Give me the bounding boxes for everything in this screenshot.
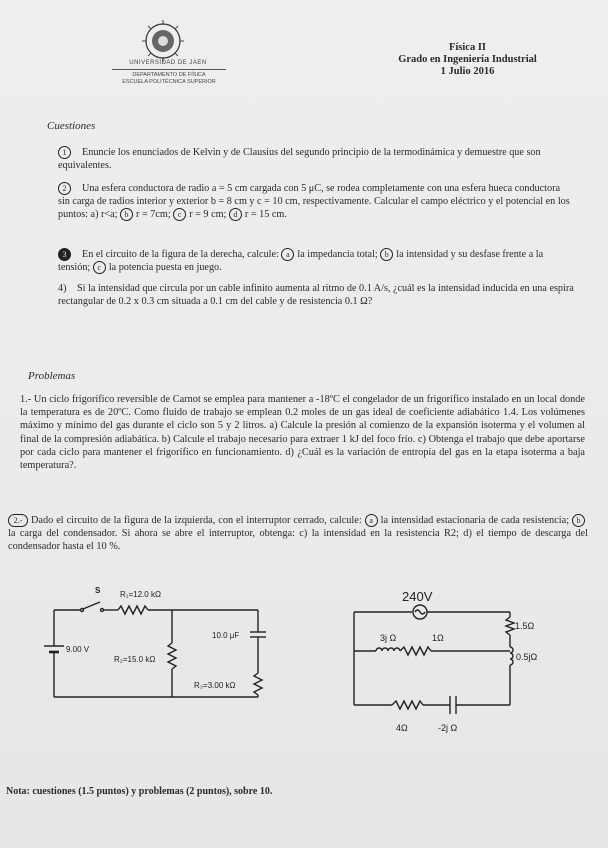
part-text: r = 9 cm;: [189, 209, 227, 220]
r3-label: R₃=3.00 kΩ: [194, 681, 236, 690]
exam-date: 1 Julio 2016: [440, 66, 495, 77]
question-text: En el circuito de la figura de la derecha, calcule:: [82, 249, 279, 260]
switch-label: S: [95, 586, 101, 595]
part-label: c: [173, 208, 186, 221]
problem-2: [8, 514, 588, 554]
capacitor-label: 10.0 μF: [212, 631, 240, 640]
question-3: [58, 248, 573, 274]
school-name: ESCUELA POLITÉCNICA SUPERIOR: [122, 79, 216, 85]
r1-label: R₁=12.0 kΩ: [120, 590, 161, 599]
question-number: 3: [58, 248, 71, 261]
part-text: r = 7cm;: [136, 209, 171, 220]
dc-circuit-diagram: [40, 580, 290, 705]
problem-1: 1.- Un ciclo frigorífico reversible de Carnot se emplea para mantener a -18ºC el congelador de un frigorífico instalado en un local donde la temperatura es de 20ºC. Como fluido de trabajo se emplean 0.2 moles de un gas ideal de coeficiente adiabático 1.4. Los volúmenes máximo y mínimo del gas durante el ciclo son 5 y 2 litros. a) Calcule la presión al comienzo de la expansión isoterma y el volumen al final de la compresión adiabática. b) Calcule el trabajo necesario para extraer 1 kJ del foco frío. c) Obtenga el trabajo que debe aportarse por cada ciclo para mantener el frigorífico en funcionamiento. d) ¿Cuál es la variación de entropía del gas en la etapa isoterma a baja temperatura?.: [20, 394, 585, 472]
question-text: Si la intensidad que circula por un cable infinito aumenta al ritmo de 0.1 A/s, ¿cuál es la intensidad inducida en una espira rectangular de 0.2 x 0.3 cm situada a 0.1 cm del cable y de resistencia 0.1 Ω?: [58, 283, 574, 307]
question-number: 4): [58, 283, 67, 294]
university-seal-icon: [140, 18, 186, 64]
university-name: UNIVERSIDAD DE JAEN: [129, 60, 207, 66]
part-text: la intensidad y su desfase frente a la tensión;: [58, 249, 544, 273]
department-block: [100, 72, 238, 86]
degree-title: Grado en Ingeniería Industrial: [398, 54, 537, 65]
department-name: DEPARTAMENTO DE FÍSICA: [132, 72, 206, 78]
inductor-label: 3j Ω: [380, 633, 397, 643]
problem-text: Dado el circuito de la figura de la izquierda, con el interruptor cerrado, calcule:: [31, 515, 362, 526]
part-label: b: [120, 208, 133, 221]
question-text: Una esfera conductora de radio a = 5 cm cargada con 5 μC, se rodea completamente con una esfera hueca conductora sin carga de radios interior y exterior b = 8 cm y c = 10 cm, respectivamente. Calcular el campo eléctrico y el potencial en los puntos: a) r<a;: [58, 183, 570, 220]
source-label: 240V: [402, 589, 433, 604]
part-label: a: [281, 248, 294, 261]
course-header: [380, 42, 555, 78]
question-2: [58, 182, 573, 221]
r-mid-label: 1Ω: [432, 633, 444, 643]
part-text: r = 15 cm.: [244, 209, 287, 220]
capacitor-right-label: -2j Ω: [438, 723, 458, 733]
part-label: b: [572, 514, 585, 527]
part-label: b: [380, 248, 393, 261]
question-number: 1: [58, 146, 71, 159]
question-number: 2: [58, 182, 71, 195]
course-title: Física II: [448, 42, 487, 53]
battery-label: 9.00 V: [66, 645, 90, 654]
ac-circuit-diagram: [340, 585, 560, 740]
part-label: a: [365, 514, 378, 527]
question-1: [58, 146, 573, 172]
question-4: [58, 282, 578, 308]
section-title-cuestiones: Cuestiones: [47, 120, 96, 132]
question-text: Enuncie los enunciados de Kelvin y de Clausius del segundo principio de la termodinámica y demuestre que son equivalentes.: [58, 147, 541, 171]
header-rule: [112, 69, 226, 70]
part-text: la carga del condensador. Si ahora se abre el interruptor, obtenga: c) la intensidad en la resistencia R2; d) el tiempo de descarga del condensador hasta el 10 %.: [8, 528, 588, 553]
section-title-problemas: Problemas: [28, 370, 76, 382]
r-top-label: 1.5Ω: [515, 621, 535, 631]
r2-label: R₂=15.0 kΩ: [114, 655, 156, 664]
problem-number: 2.-: [8, 514, 28, 527]
grading-note: Nota: cuestiones (1.5 puntos) y problemas (2 puntos), sobre 10.: [6, 786, 273, 797]
part-text: la intensidad estacionaria de cada resistencia;: [380, 515, 570, 526]
part-text: la potencia puesta en juego.: [108, 262, 222, 273]
part-label: d: [229, 208, 242, 221]
part-label: c: [93, 261, 106, 274]
r-bottom-label: 4Ω: [396, 723, 408, 733]
l-right-label: 0.5jΩ: [516, 652, 538, 662]
part-text: la impedancia total;: [297, 249, 378, 260]
